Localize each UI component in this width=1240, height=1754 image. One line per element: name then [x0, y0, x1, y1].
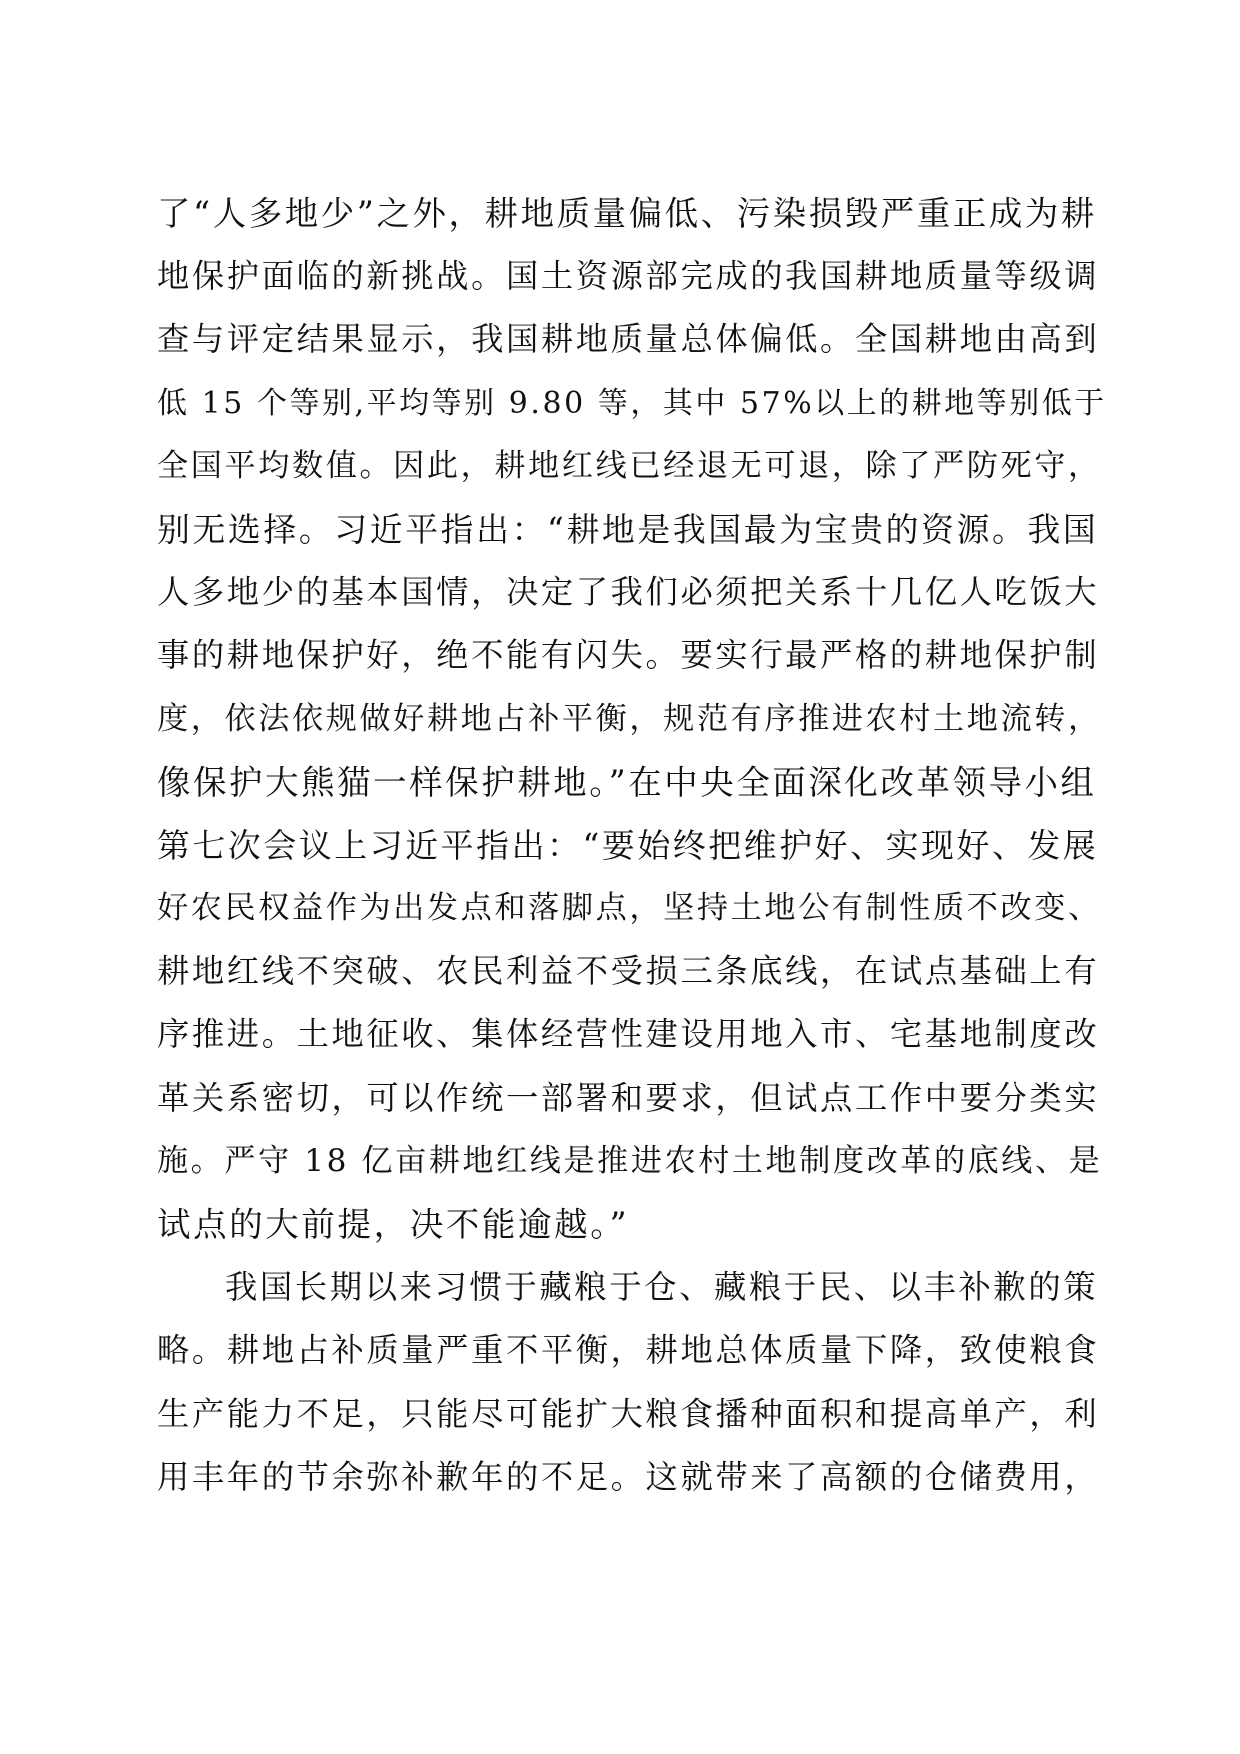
text-line: 事的耕地保护好，绝不能有闪失。要实行最严格的耕地保护制: [157, 636, 1100, 675]
text-line: 人多地少的基本国情，决定了我们必须把关系十几亿人吃饭大: [157, 573, 1100, 612]
text-line: 生产能力不足，只能尽可能扩大粮食播种面积和提高单产，利: [157, 1394, 1100, 1433]
text-line: 像保护大熊猫一样保护耕地。”在中央全面深化改革领导小组: [157, 762, 1097, 802]
text-line: 了“人多地少”之外，耕地质量偏低、污染损毁严重正成为耕: [157, 194, 1097, 233]
text-line: 试点的大前提，决不能逾越。”: [157, 1205, 630, 1244]
text-line: 地保护面临的新挑战。国土资源部完成的我国耕地质量等级调: [157, 257, 1100, 296]
text-line: 第七次会议上习近平指出：“要始终把维护好、实现好、发展: [157, 825, 1099, 865]
text-line: 我国长期以来习惯于藏粮于仓、藏粮于民、以丰补歉的策: [225, 1268, 1099, 1307]
text-line: 度，依法依规做好耕地占补平衡，规范有序推进农村土地流转，: [157, 700, 1102, 737]
text-line: 施。严守 18 亿亩耕地红线是推进农村土地制度改革的底线、是: [157, 1142, 1103, 1179]
text-line: 查与评定结果显示，我国耕地质量总体偏低。全国耕地由高到: [157, 320, 1100, 359]
text-line: 序推进。土地征收、集体经营性建设用地入市、宅基地制度改: [157, 1015, 1100, 1054]
text-line: 低 15 个等别,平均等别 9.80 等，其中 57%以上的耕地等别低于: [157, 385, 1107, 421]
text-line: 耕地红线不突破、农民利益不受损三条底线，在试点基础上有: [157, 952, 1100, 991]
text-line: 全国平均数值。因此，耕地红线已经退无可退，除了严防死守，: [157, 447, 1102, 484]
text-line: 略。耕地占补质量严重不平衡，耕地总体质量下降，致使粮食: [157, 1331, 1100, 1370]
text-line: 用丰年的节余弥补歉年的不足。这就带来了高额的仓储费用，: [157, 1457, 1100, 1496]
body-text: [157, 182, 1107, 1509]
text-line: 好农民权益作为出发点和落脚点，坚持土地公有制性质不改变、: [157, 890, 1102, 927]
text-line: 革关系密切，可以作统一部署和要求，但试点工作中要分类实: [157, 1078, 1100, 1117]
text-line: 别无选择。习近平指出：“耕地是我国最为宝贵的资源。我国: [157, 509, 1099, 549]
